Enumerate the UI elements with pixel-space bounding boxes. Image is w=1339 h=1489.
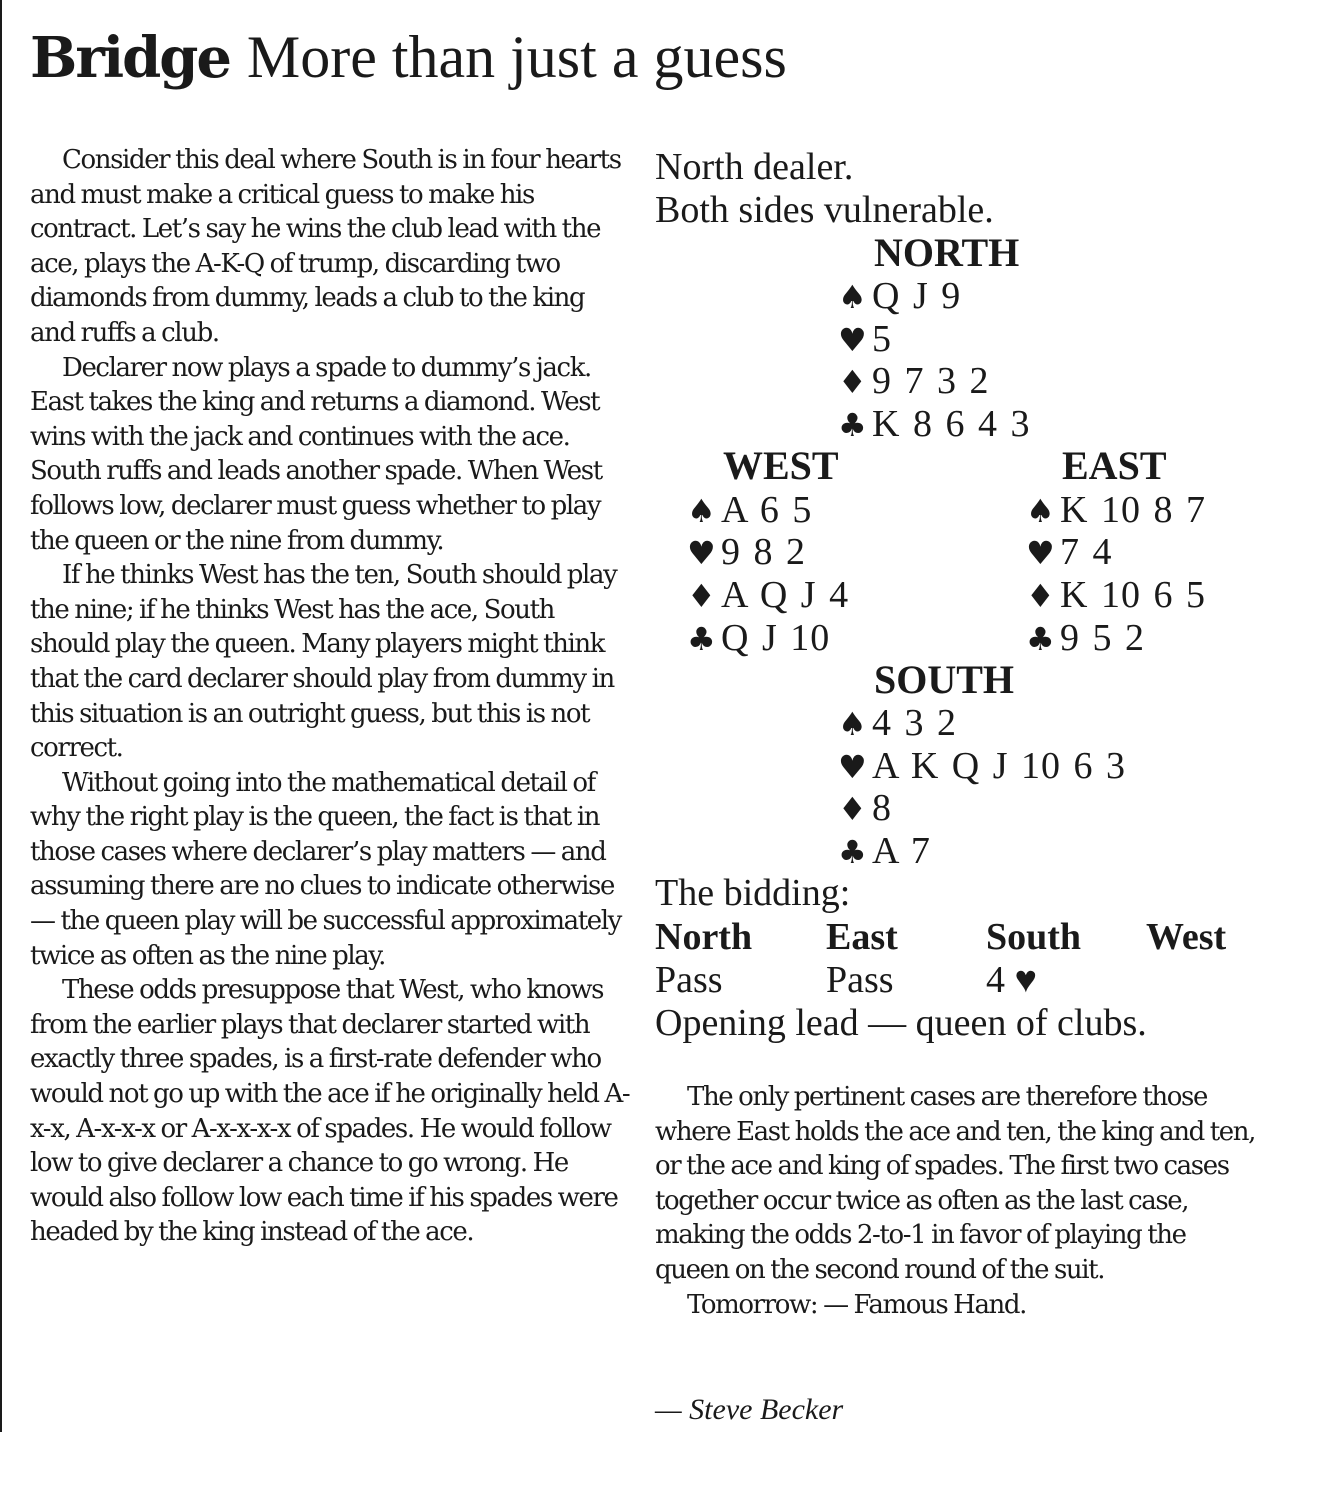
south-diamonds: ♦ 8	[838, 787, 892, 829]
club-icon: ♣	[838, 406, 867, 444]
paragraph-6: The only pertinent cases are therefore those where East holds the ace and ten, the king and ten, or the ace and king of spades. The first two cases together occur twice as often as the last case, making the odds 2-to-1 in favor of playing the queen on the second round of the suit.	[655, 1082, 1255, 1285]
spade-icon: ♠	[687, 492, 716, 530]
north-clubs: ♣ K 8 6 4 3	[838, 403, 1031, 445]
paragraph-5: These odds presuppose that West, who knows from the earlier plays that declarer started with exactly three spades, is a first-rate defender who would not go up with the ace if he originally held A-x-x, A-x-x-x or A-x-x-x-x of spades. He would follow low to give declarer a chance to go wrong. He would also follow low each time if his spades were headed by the king instead of the ace.	[30, 975, 630, 1248]
club-icon: ♣	[1026, 620, 1055, 658]
bid-east: Pass	[826, 959, 894, 1001]
south-label: SOUTH	[874, 657, 1015, 702]
bidding-header-east: East	[826, 916, 898, 958]
bidding-header-north: North	[655, 916, 753, 958]
east-label: EAST	[1062, 443, 1167, 488]
south-clubs: ♣ A 7	[838, 830, 931, 872]
heart-icon: ♥	[687, 534, 716, 572]
east-clubs: ♣ 9 5 2	[1026, 617, 1145, 659]
north-label: NORTH	[874, 230, 1020, 275]
north-spades: ♠ Q J 9	[838, 275, 962, 317]
column-rule	[0, 0, 2, 1432]
bidding-header-south: South	[986, 916, 1082, 958]
west-label: WEST	[723, 443, 839, 488]
heart-icon: ♥	[838, 321, 867, 359]
spade-icon: ♠	[1026, 492, 1055, 530]
headline	[30, 22, 787, 94]
article-right-column	[655, 1080, 1255, 1322]
north-diamonds: ♦ 9 7 3 2	[838, 360, 990, 402]
headline-kicker: Bridge	[30, 25, 231, 91]
bidding-title: The bidding:	[655, 872, 851, 914]
article-left-column	[30, 143, 630, 1250]
bid-south: 4 ♥	[986, 959, 1038, 1001]
diamond-icon: ♦	[1026, 577, 1055, 615]
west-clubs: ♣ Q J 10	[687, 617, 831, 659]
vulnerability-line: Both sides vulnerable.	[655, 189, 994, 231]
paragraph-1: Consider this deal where South is in four hearts and must make a critical guess to make his contract. Let’s say he wins the club lead with the ace, plays the A-K-Q of trump, discarding two diamonds from dummy, leads a club to the king and ruffs a club.	[30, 145, 621, 348]
heart-icon: ♥	[838, 748, 867, 786]
spade-icon: ♠	[838, 278, 867, 316]
east-spades: ♠ K 10 8 7	[1026, 489, 1206, 531]
south-hearts: ♥ A K Q J 10 6 3	[838, 745, 1127, 787]
club-icon: ♣	[687, 620, 716, 658]
bidding-header-west: West	[1146, 916, 1227, 958]
north-hearts: ♥ 5	[838, 318, 892, 360]
spade-icon: ♠	[838, 705, 867, 743]
paragraph-2: Declarer now plays a spade to dummy’s jack. East takes the king and returns a diamond. West wins with the jack and continues with the ace. South ruffs and leads another spade. When West follows low, declarer must guess whether to play the queen or the nine from dummy.	[30, 352, 602, 556]
east-diamonds: ♦ K 10 6 5	[1026, 574, 1206, 616]
paragraph-7: Tomorrow: — Famous Hand.	[687, 1289, 1027, 1320]
opening-lead: Opening lead — queen of clubs.	[655, 1002, 1147, 1044]
paragraph-4: Without going into the mathematical detail of why the right play is the queen, the fact is that in those cases where declarer’s play matters — and assuming there are no clues to indicate otherwise — the queen play will be successful approximately twice as often as the nine play.	[30, 767, 621, 971]
dealer-line: North dealer.	[655, 146, 854, 188]
diamond-icon: ♦	[838, 790, 867, 828]
heart-icon: ♥	[1026, 534, 1055, 572]
headline-title: More than just a guess	[246, 24, 787, 90]
south-spades: ♠ 4 3 2	[838, 702, 957, 744]
paragraph-3: If he thinks West has the ten, South should play the nine; if he thinks West has the ace, South should play the queen. Many players might think that the card declarer should play from dummy in this situation is an outright guess, but this is not correct.	[30, 560, 617, 764]
bid-north: Pass	[655, 959, 723, 1001]
byline: — Steve Becker	[655, 1393, 844, 1426]
diamond-icon: ♦	[838, 363, 867, 401]
west-hearts: ♥ 9 8 2	[687, 531, 806, 573]
west-spades: ♠ A 6 5	[687, 489, 813, 531]
east-hearts: ♥ 7 4	[1026, 531, 1113, 573]
west-diamonds: ♦ A Q J 4	[687, 574, 850, 616]
diamond-icon: ♦	[687, 577, 716, 615]
club-icon: ♣	[838, 833, 867, 871]
